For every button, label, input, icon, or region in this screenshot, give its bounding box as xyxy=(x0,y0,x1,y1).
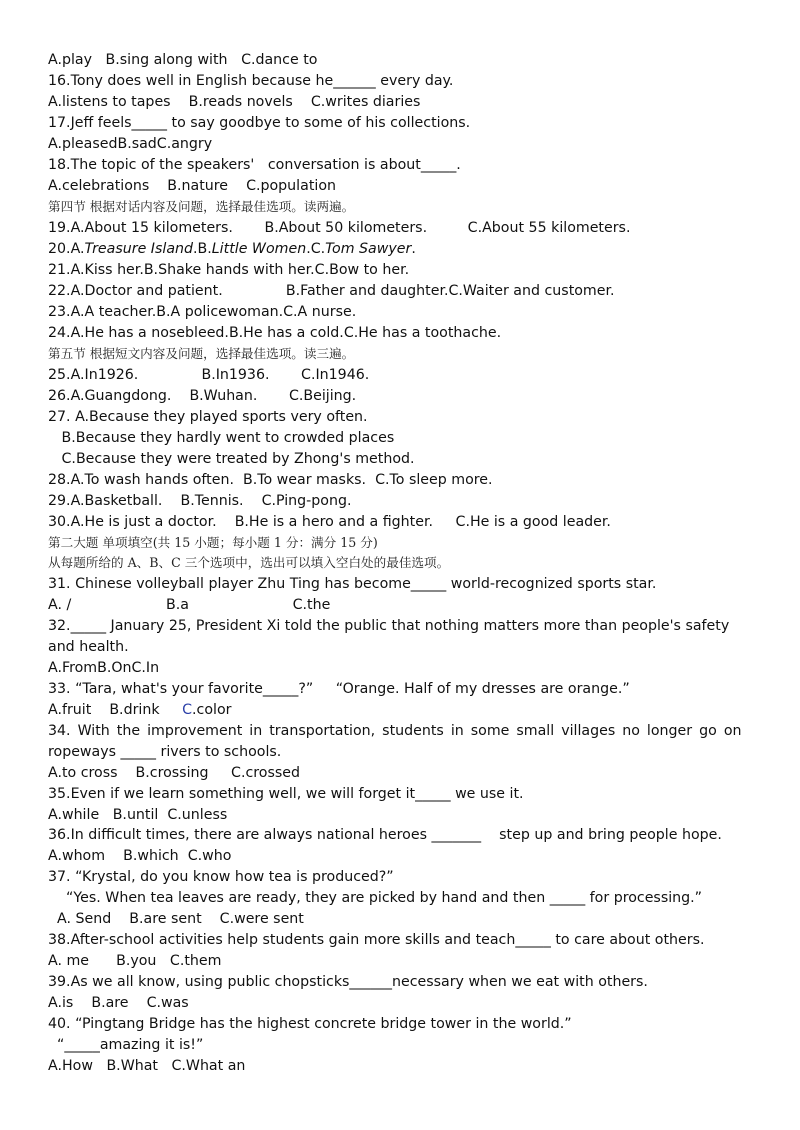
q33-option-c-letter: C xyxy=(182,702,193,718)
q27-option-c: C.Because they were treated by Zhong's method. xyxy=(48,451,415,467)
q20-options xyxy=(48,240,416,258)
q20-sep-c: .C. xyxy=(306,241,326,257)
q15-options: A.play B.sing along with C.dance to xyxy=(48,52,318,68)
q16-question: 16.Tony does well in English because he______ every day. xyxy=(48,73,454,89)
q26-options: 26.A.Guangdong. B.Wuhan. C.Beijing. xyxy=(48,388,357,404)
q23-options: 23.A.A teacher.B.A policewoman.C.A nurse. xyxy=(48,304,357,320)
q37-question: 37. “Krystal, do you know how tea is produced?” xyxy=(48,869,394,885)
q40-response: “_____amazing it is!” xyxy=(48,1037,204,1053)
q18-options: A.celebrations B.nature C.population xyxy=(48,178,336,194)
q28-options: 28.A.To wash hands often. B.To wear masks. C.To sleep more. xyxy=(48,472,493,488)
q18-question: 18.The topic of the speakers' conversation is about_____. xyxy=(48,157,461,173)
q39-question: 39.As we all know, using public chopsticks______necessary when we eat with others. xyxy=(48,974,648,990)
q32-options: A.FromB.OnC.In xyxy=(48,660,160,676)
q33-options xyxy=(48,701,231,719)
q38-question: 38.After-school activities help students gain more skills and teach_____ to care about others. xyxy=(48,932,705,948)
q36-options: A.whom B.which C.who xyxy=(48,848,232,864)
q38-options: A. me B.you C.them xyxy=(48,953,222,969)
q31-question: 31. Chinese volleyball player Zhu Ting has become_____ world-recognized sports star. xyxy=(48,576,657,592)
q32-question-cont: and health. xyxy=(48,639,129,655)
q16-options: A.listens to tapes B.reads novels C.writes diaries xyxy=(48,94,421,110)
q32-question: 32._____ January 25, President Xi told the public that nothing matters more than people's safety xyxy=(48,618,730,634)
q20-sep-b: .B. xyxy=(193,241,212,257)
q35-options: A.while B.until C.unless xyxy=(48,807,228,823)
q31-options: A. / B.a C.the xyxy=(48,597,331,613)
q24-options: 24.A.He has a nosebleed.B.He has a cold.C.He has a toothache. xyxy=(48,325,502,341)
q21-options: 21.A.Kiss her.B.Shake hands with her.C.Bow to her. xyxy=(48,262,410,278)
q19-options: 19.A.About 15 kilometers. B.About 50 kilometers. C.About 55 kilometers. xyxy=(48,220,631,236)
q40-options: A.How B.What C.What an xyxy=(48,1058,246,1074)
q33-option-c-text: .color xyxy=(192,702,232,718)
q33-question: 33. “Tara, what's your favorite_____?” “Orange. Half of my dresses are orange.” xyxy=(48,681,630,697)
q39-options: A.is B.are C.was xyxy=(48,995,189,1011)
q33-options-ab: A.fruit B.drink xyxy=(48,702,183,718)
q17-question: 17.Jeff feels_____ to say goodbye to some of his collections. xyxy=(48,115,471,131)
q27-option-b: B.Because they hardly went to crowded places xyxy=(48,430,395,446)
q17-options: A.pleasedB.sadC.angry xyxy=(48,136,213,152)
section-5-heading: 第五节 根据短文内容及问题，选择最佳选项。读三遍。 xyxy=(48,346,355,361)
q36-question: 36.In difficult times, there are always national heroes _______ step up and bring people hope. xyxy=(48,827,722,843)
q20-prefix: 20.A. xyxy=(48,241,85,257)
q20-option-a: Treasure Island xyxy=(84,241,194,257)
q20-option-c: Tom Sawyer xyxy=(325,241,412,257)
q35-question: 35.Even if we learn something well, we will forget it_____ we use it. xyxy=(48,786,524,802)
q37-options: A. Send B.are sent C.were sent xyxy=(48,911,304,927)
q25-options: 25.A.In1926. B.In1936. C.In1946. xyxy=(48,367,370,383)
q22-options: 22.A.Doctor and patient. B.Father and daughter.C.Waiter and customer. xyxy=(48,283,615,299)
q34-question-cont: ropeways _____ rivers to schools. xyxy=(48,744,282,760)
part-2-instructions: 从每题所给的 A、B、C 三个选项中，选出可以填入空白处的最佳选项。 xyxy=(48,555,450,570)
section-4-heading: 第四节 根据对话内容及问题，选择最佳选项。读两遍。 xyxy=(48,199,355,214)
q30-options: 30.A.He is just a doctor. B.He is a hero and a fighter. C.He is a good leader. xyxy=(48,514,611,530)
q20-end: . xyxy=(411,241,416,257)
q37-answer-line: “Yes. When tea leaves are ready, they are picked by hand and then _____ for processing.” xyxy=(48,890,703,906)
q34-question: 34. With the improvement in transportation, students in some small villages no longer go on xyxy=(48,723,742,739)
q20-option-b: Little Women xyxy=(211,241,307,257)
q29-options: 29.A.Basketball. B.Tennis. C.Ping-pong. xyxy=(48,493,352,509)
q40-question: 40. “Pingtang Bridge has the highest concrete bridge tower in the world.” xyxy=(48,1016,572,1032)
q34-options: A.to cross B.crossing C.crossed xyxy=(48,765,300,781)
q27-option-a: 27. A.Because they played sports very often. xyxy=(48,409,368,425)
part-2-heading: 第二大题 单项填空(共 15 小题；每小题 1 分：满分 15 分) xyxy=(48,535,378,550)
